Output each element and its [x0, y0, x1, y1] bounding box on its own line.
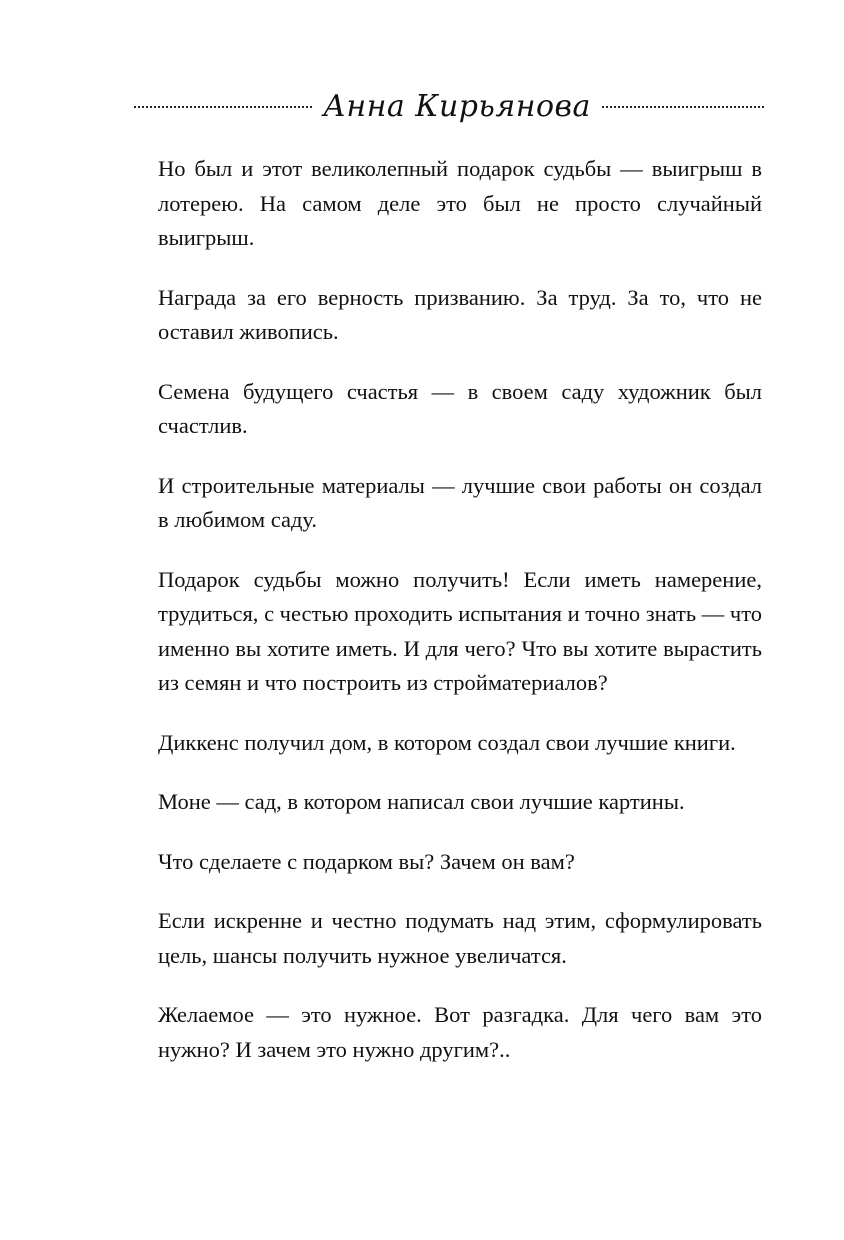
paragraph: Диккенс получил дом, в котором создал свои лучшие книги.: [158, 729, 736, 755]
paragraph: Что сделаете с подарком вы? Зачем он вам?: [158, 848, 575, 874]
author-name-text: Анна Кирьянова: [323, 89, 591, 124]
paragraph: Желаемое — это нужное. Вот разгадка. Для чего вам это нужно? И зачем это нужно другим?..: [158, 1002, 762, 1062]
paragraph: Моне — сад, в котором написал свои лучшие картины.: [158, 789, 685, 814]
author-signature: [312, 78, 602, 134]
header-dotted-rule-right: [602, 106, 764, 108]
paragraph: Награда за его верность призванию. За труд. За то, что не оставил живопись.: [158, 284, 762, 344]
author-name: [312, 78, 602, 134]
paragraph: Если искренне и честно подумать над этим, сформулировать цель, шансы получить нужное увеличатся.: [158, 908, 762, 968]
paragraph: И строительные материалы — лучшие свои работы он создал в любимом саду.: [158, 472, 762, 532]
body-text: [158, 152, 762, 1092]
header-dotted-rule-left: [134, 106, 312, 108]
running-header: [134, 78, 764, 134]
paragraph: Подарок судьбы можно получить! Если иметь намерение, трудиться, с честью проходить испытания и точно знать — что именно вы хотите иметь. И для чего? Что вы хотите вырастить из семян и что построить из стройматериалов?: [158, 566, 762, 695]
paragraph: Семена будущего счастья — в своем саду художник был счастлив.: [158, 378, 762, 438]
paragraph: Но был и этот великолепный подарок судьбы — выигрыш в лотерею. На самом деле это был не просто случайный выигрыш.: [158, 156, 762, 250]
